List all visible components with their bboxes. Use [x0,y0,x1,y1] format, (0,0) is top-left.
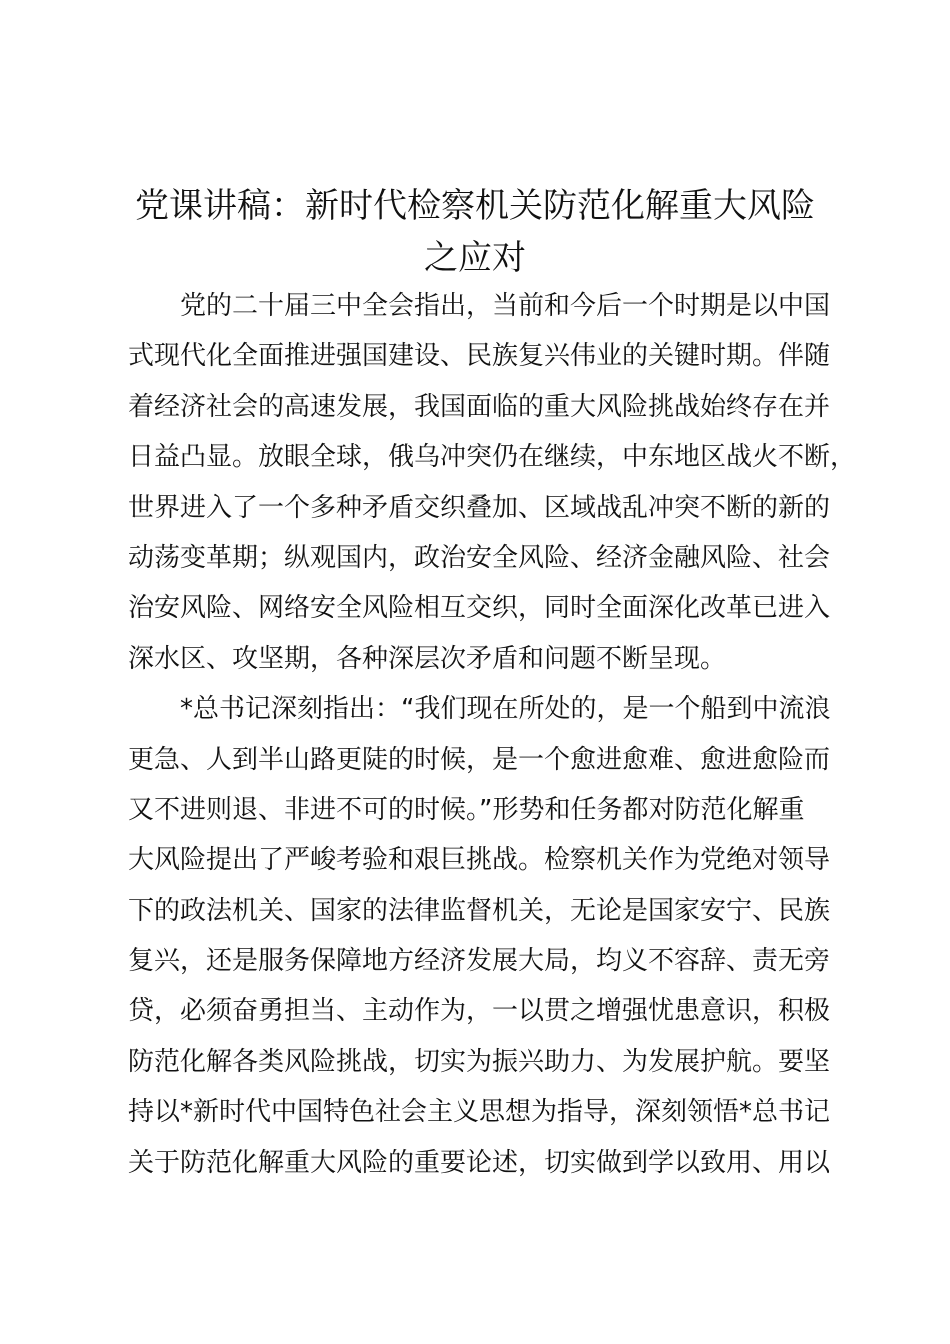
title-line-2: 之应对 [424,238,526,278]
paragraph-line: 动荡变革期；纵观国内，政治安全风险、经济金融风险、社会 [128,542,831,573]
paragraph-line: 治安风险、网络安全风险相互交织，同时全面深化改革已进入 [128,593,831,624]
paragraph-line: 式现代化全面推进强国建设、民族复兴伟业的关键时期。伴随 [128,341,831,372]
paragraph-line: 又不进则退、非进不可的时候。”形势和任务都对防范化解重 [128,794,805,825]
paragraph-line: 大风险提出了严峻考验和艰巨挑战。检察机关作为党绝对领导 [128,845,831,876]
document-title [118,180,832,284]
document-body [128,281,868,1188]
paragraph-line: 贷，必须奋勇担当、主动作为，一以贯之增强忧患意识，积极 [128,996,831,1027]
paragraph-line: 持以*新时代中国特色社会主义思想为指导，深刻领悟*总书记 [128,1097,831,1128]
paragraph-line: 下的政法机关、国家的法律监督机关，无论是国家安宁、民族 [128,895,831,926]
paragraph-line: *总书记深刻指出：“我们现在所处的，是一个船到中流浪 [180,694,831,725]
title-line-1: 党课讲稿：新时代检察机关防范化解重大风险 [135,186,815,226]
paragraph-line: 防范化解各类风险挑战，切实为振兴助力、为发展护航。要坚 [128,1046,831,1077]
paragraph-2 [128,684,868,1188]
paragraph-line: 世界进入了一个多种矛盾交织叠加、区域战乱冲突不断的新的 [128,492,831,523]
paragraph-line: 着经济社会的高速发展，我国面临的重大风险挑战始终存在并 [128,391,831,422]
paragraph-line: 复兴，还是服务保障地方经济发展大局，均义不容辞、责无旁 [128,946,831,977]
paragraph-line: 关于防范化解重大风险的重要论述，切实做到学以致用、用以 [128,1147,831,1178]
paragraph-line: 日益凸显。放眼全球，俄乌冲突仍在继续，中东地区战火不断， [128,442,857,473]
paragraph-line: 党的二十届三中全会指出，当前和今后一个时期是以中国 [180,291,831,321]
paragraph-line: 深水区、攻坚期，各种深层次矛盾和问题不断呈现。 [128,643,727,674]
paragraph-1 [128,281,868,684]
paragraph-line: 更急、人到半山路更陡的时候，是一个愈进愈难、愈进愈险而 [128,744,831,775]
